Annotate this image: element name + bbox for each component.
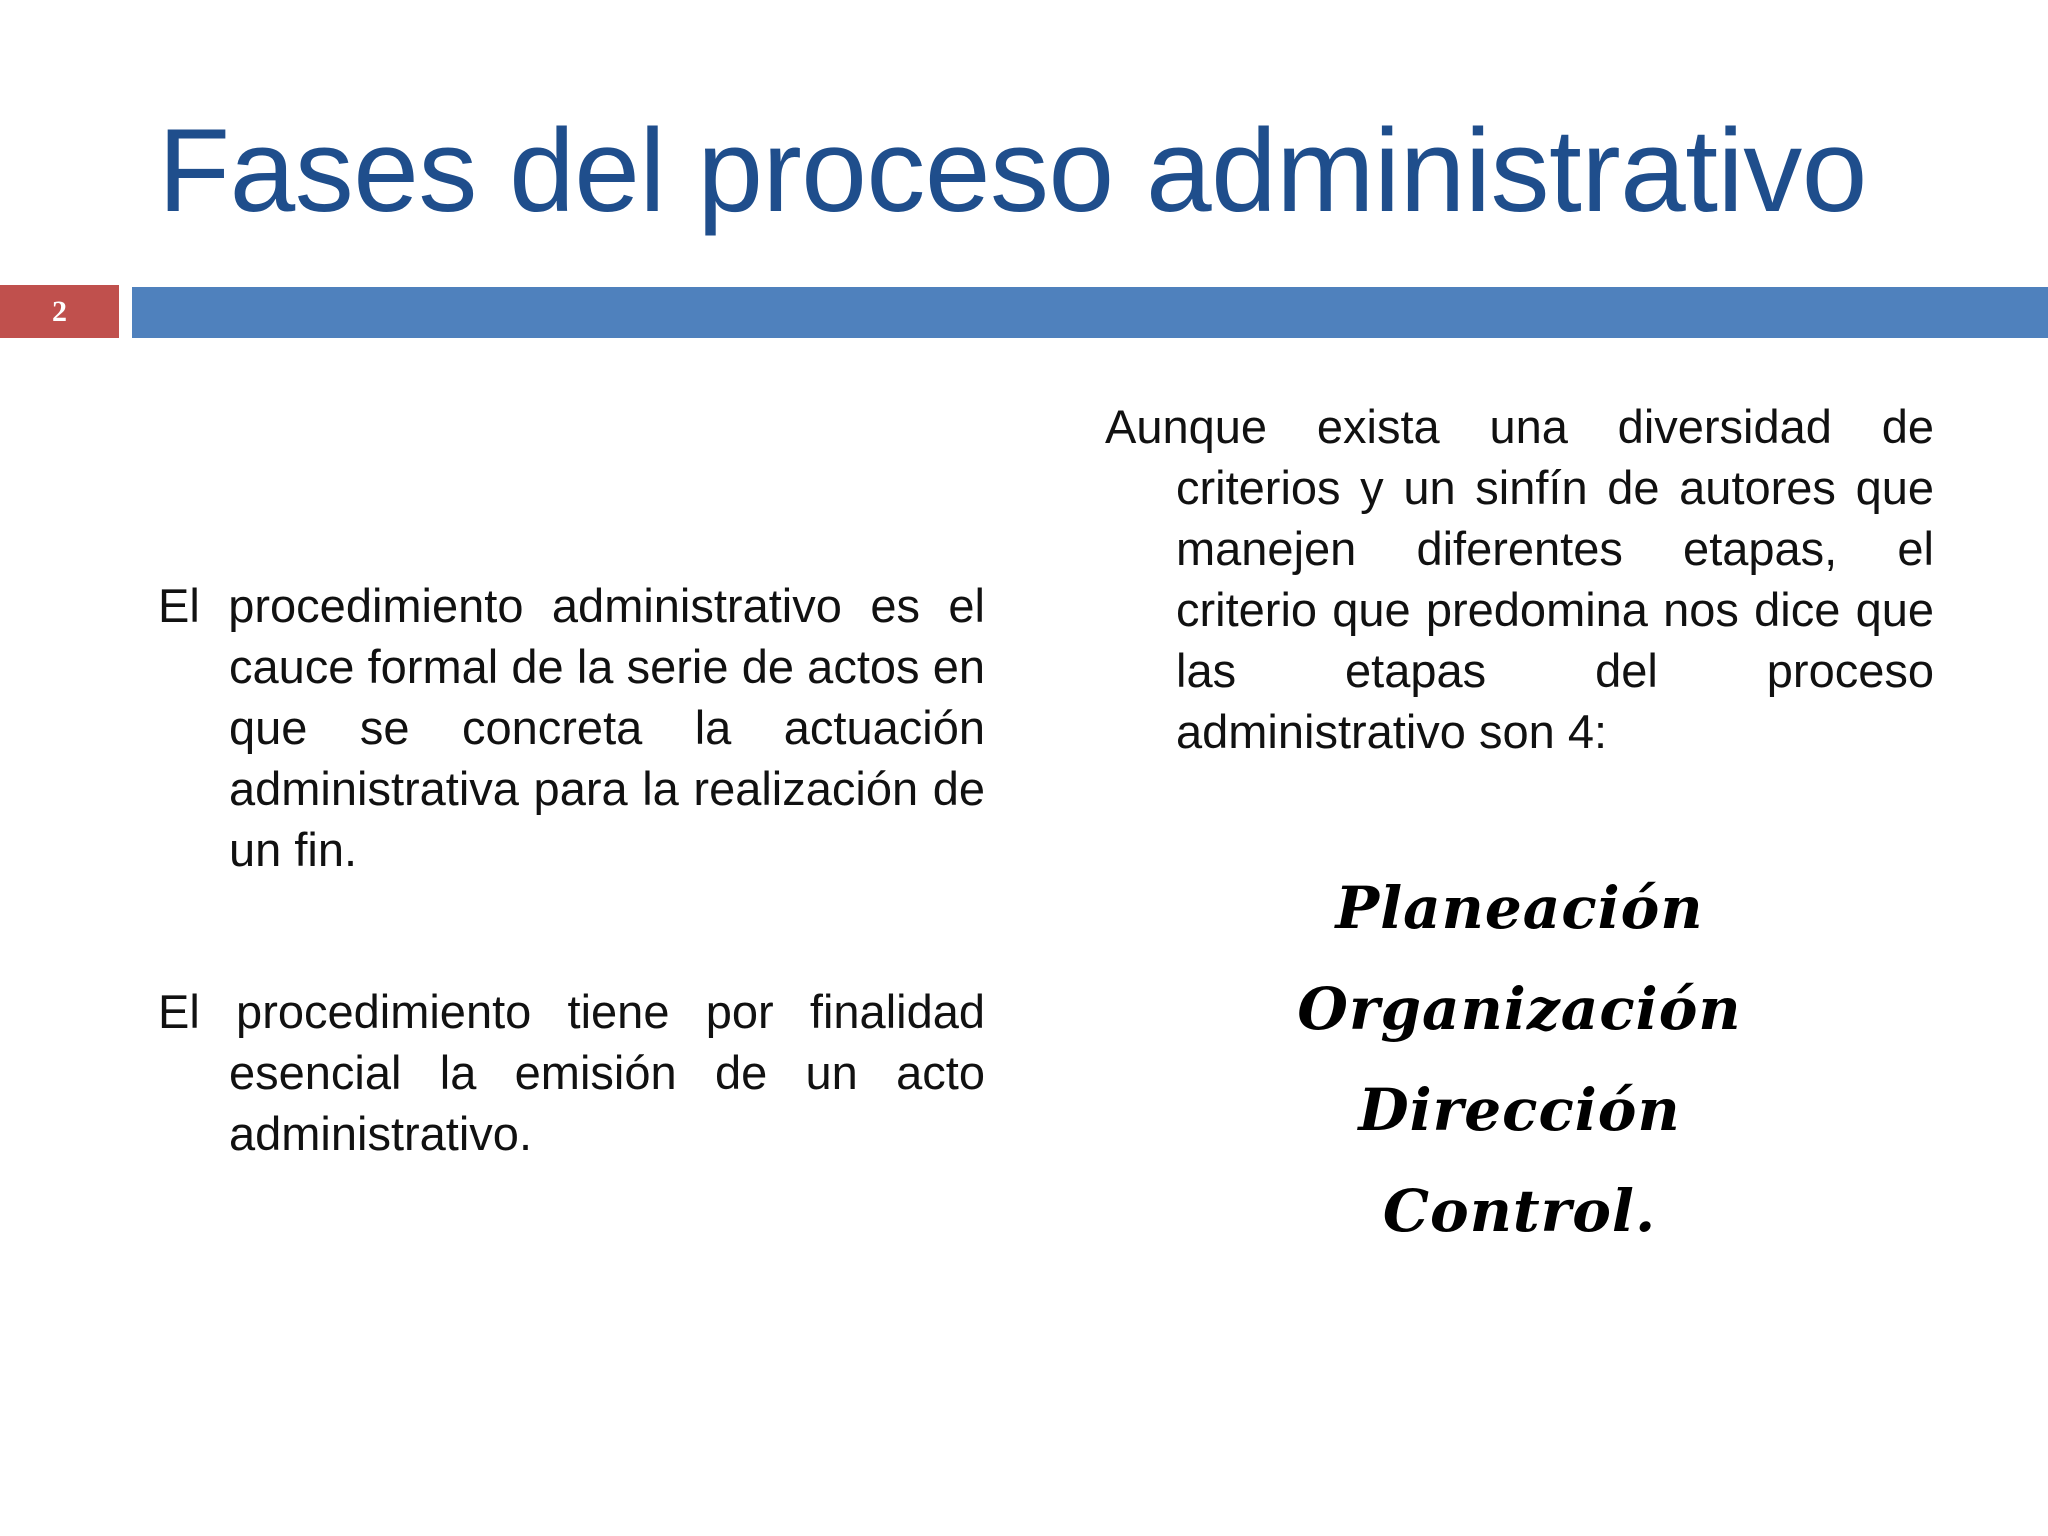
stages-list	[1105, 858, 1934, 1262]
slide-number-badge: 2	[0, 285, 119, 338]
stage-item-organizacion: Organización	[1297, 975, 1742, 1043]
stage-item-planeacion: Planeación	[1335, 874, 1704, 942]
stage-item-direccion: Dirección	[1358, 1076, 1681, 1144]
stage-item-control: Control.	[1382, 1177, 1657, 1245]
left-text-column	[158, 575, 985, 1164]
right-text-column	[1105, 396, 1934, 762]
definition-paragraph: El procedimiento administrativo es el cauce formal de la serie de actos en que se concreta la actuación administrativa para la realización de un fin.	[158, 579, 985, 876]
intro-paragraph: Aunque exista una diversidad de criterios y un sinfín de autores que manejen diferentes etapas, el criterio que predomina nos dice que las etapas del proceso administrativo son 4:	[1105, 400, 1934, 758]
slide-title: Fases del proceso administrativo	[158, 105, 1867, 237]
title-divider-bar	[132, 287, 2048, 338]
purpose-paragraph: El procedimiento tiene por finalidad esencial la emisión de un acto administrativo.	[158, 985, 985, 1160]
